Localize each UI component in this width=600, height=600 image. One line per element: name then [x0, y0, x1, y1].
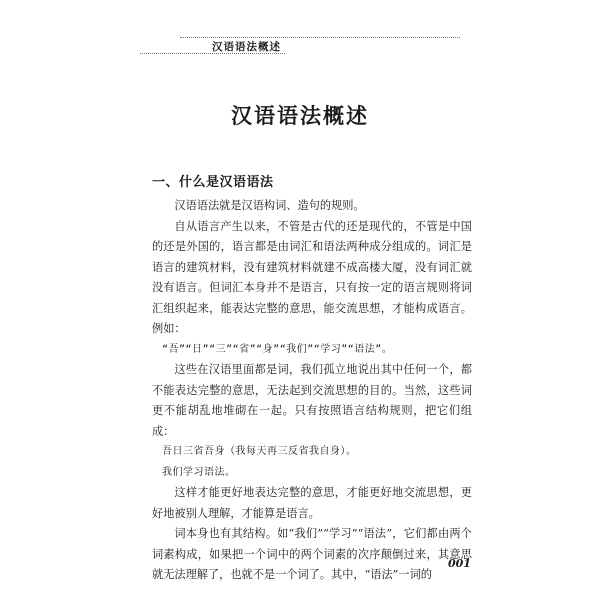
- example-line: 我们学习语法。: [162, 466, 236, 478]
- section-heading: 一、什么是汉语语法: [152, 175, 274, 190]
- running-head-title: 汉语语法概述: [212, 41, 281, 53]
- running-head: [140, 37, 460, 55]
- paragraph: 这些在汉语里面都是词，我们孤立地说出其中任何一个，都不能表达完整的意思，无法起到交流思想的目的。当然，这些词更不能胡乱地堆砌在一起。只有按照语言结构规则，把它们组成：: [152, 363, 472, 438]
- example-line: “吾”“日”“三”“省”“身”“我们”“学习”“语法”。: [162, 343, 393, 355]
- chapter-title: 汉语语法概述: [231, 103, 369, 128]
- example-line: 吾日三省吾身（我每天再三反省我自身）。: [162, 446, 357, 457]
- body-text: [152, 196, 472, 586]
- page-number: 001: [448, 557, 471, 570]
- paragraph: 汉语语法就是汉语构词、造句的规则。: [174, 199, 365, 212]
- paragraph: 词本身也有其结构。如“我们”“学习”“语法”，它们都由两个词素构成，如果把一个词中的两个词素的次序颠倒过来，其意思就无法理解了，也就不是一个词了。其中，“语法”一词的: [152, 527, 472, 581]
- running-head-rule-top: [180, 37, 460, 38]
- running-head-rule-bottom: [140, 53, 285, 54]
- paragraph: 自从语言产生以来，不管是古代的还是现代的，不管是中国的还是外国的，语言都是由词汇和语法两种成分组成的。词汇是语言的建筑材料，没有建筑材料就建不成高楼大厦，没有词汇就没有语言。但词汇本身并不是语言，只有按一定的语言规则将词汇组织起来，能表达完整的意思，能交流思想，才能构成语言。例如：: [152, 219, 472, 335]
- paragraph: 这样才能更好地表达完整的意思，才能更好地交流思想，更好地被别人理解，才能算是语言。: [152, 486, 472, 520]
